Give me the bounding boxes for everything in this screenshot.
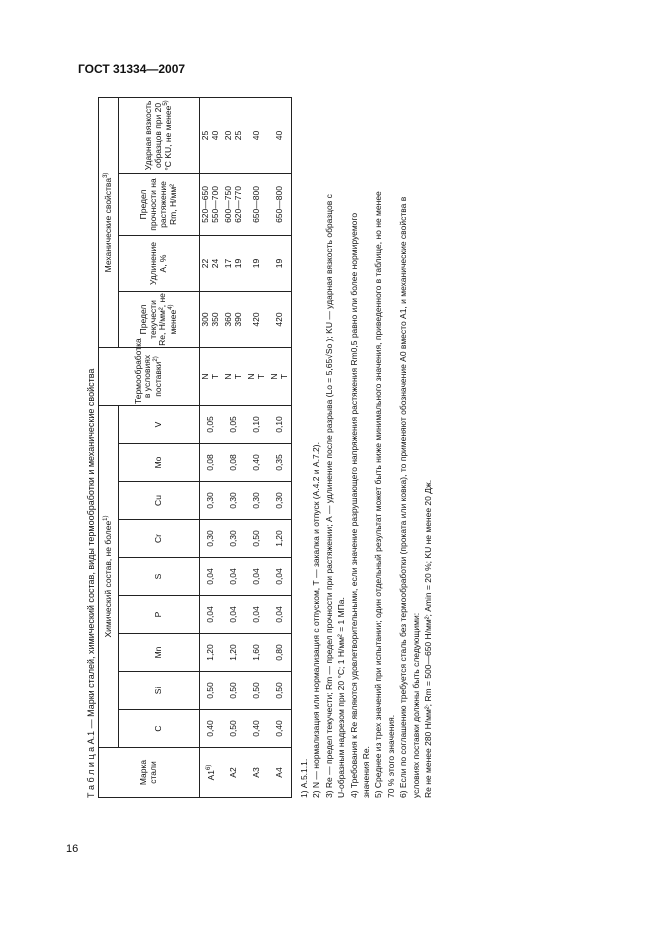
rotated-table-block — [86, 98, 506, 798]
cell-p-text: 0,04 — [204, 606, 215, 623]
cell-tensile-text-2: 620—770 — [232, 186, 243, 223]
cell-mn-text: 1,20 — [227, 644, 238, 661]
cell-grade-text: A2 — [227, 767, 238, 778]
cell-tensile-text: 520—650 — [200, 186, 211, 223]
cell-heat — [268, 347, 291, 405]
footnote-line: 6) Если по соглашению требуется сталь без термообработки (проката или ковка), то применяют обозначение А0 вместо А1, и механические свойства в — [398, 196, 409, 798]
cell-grade — [268, 748, 291, 798]
header-cr-text: Cr — [152, 534, 163, 543]
footnote-line: U-образным надрезом при 20 °С; 1 Н/мм² = 1 МПа. — [336, 597, 347, 798]
cell-p — [268, 596, 291, 634]
cell-heat — [222, 347, 245, 405]
cell-impact-text: 25 — [200, 130, 211, 141]
cell-c — [268, 710, 291, 748]
cell-elong-text: 19 — [273, 258, 284, 269]
header-s-text: S — [152, 573, 163, 580]
cell-v — [245, 405, 268, 443]
cell-si — [222, 672, 245, 710]
cell-si-text: 0,50 — [204, 682, 215, 699]
cell-heat — [245, 347, 268, 405]
cell-p-text: 0,04 — [227, 606, 238, 623]
header-yield-note: 4) — [168, 304, 175, 310]
cell-mn-text: 0,80 — [273, 644, 284, 661]
cell-tensile — [268, 173, 291, 235]
cell-impact — [268, 97, 291, 173]
footnote-line: Re не менее 280 Н/мм²; Rm = 500—650 Н/мм²; Amin = 20 %; KU не менее 20 Дж. — [423, 479, 434, 798]
header-impact-text: Ударная вязкость образцов при 20 °C KU, не менее — [142, 100, 174, 171]
cell-mo — [245, 444, 268, 482]
cell-impact — [199, 97, 222, 173]
header-mn-text: Mn — [152, 646, 163, 659]
cell-grade — [199, 748, 222, 798]
cell-impact — [222, 97, 245, 173]
cell-cr — [268, 520, 291, 558]
cell-elong-text-2: 24 — [209, 258, 220, 269]
cell-elong — [199, 235, 222, 291]
cell-grade-text: A4 — [273, 767, 284, 778]
cell-yield-text-2: 390 — [232, 312, 243, 327]
header-cu-text: Cu — [152, 495, 163, 506]
cell-mo — [268, 444, 291, 482]
cell-heat-text: N — [268, 373, 279, 380]
header-v-text: V — [152, 421, 163, 428]
cell-heat-text: N — [200, 373, 211, 380]
header-elong-text: Удлинение A, % — [148, 241, 168, 285]
cell-s — [199, 558, 222, 596]
cell-tensile-text: 600—750 — [222, 186, 233, 223]
cell-si-text: 0,50 — [273, 682, 284, 699]
header-chem-note: 1) — [103, 515, 110, 521]
footnote-line: 70 % этого значения. — [385, 714, 396, 798]
cell-cu-text: 0,30 — [204, 492, 215, 509]
cell-elong — [268, 235, 291, 291]
cell-mn-text: 1,20 — [204, 644, 215, 661]
cell-cu-text: 0,30 — [227, 492, 238, 509]
cell-mn — [222, 634, 245, 672]
header-impact — [119, 97, 199, 173]
cell-cr — [199, 520, 222, 558]
header-heat-text: Термообработка в условиях поставки — [132, 338, 164, 404]
header-tensile-text: Предел прочности на растяжение Rm, Н/мм² — [138, 178, 178, 231]
header-yield-text: Предел текучести Re, Н/мм², не менее — [137, 293, 178, 346]
header-si-text: Si — [152, 686, 163, 695]
cell-yield — [222, 291, 245, 347]
header-mech-text: Механические свойства — [103, 177, 114, 273]
cell-tensile-text: 650—800 — [250, 186, 261, 223]
cell-elong — [245, 235, 268, 291]
cell-yield-text: 300 — [200, 312, 211, 327]
cell-p-text: 0,04 — [250, 606, 261, 623]
cell-impact-text-2: 40 — [209, 130, 220, 141]
header-s — [119, 558, 199, 596]
cell-p-text: 0,04 — [273, 606, 284, 623]
cell-s — [245, 558, 268, 596]
header-elong — [119, 235, 199, 291]
cell-cr — [222, 520, 245, 558]
cell-mo-text: 0,08 — [227, 454, 238, 471]
header-c-text: C — [152, 725, 163, 732]
header-tensile — [119, 173, 199, 235]
cell-cu-text: 0,30 — [273, 492, 284, 509]
header-grade — [99, 748, 200, 798]
cell-s-text: 0,04 — [273, 568, 284, 585]
cell-v-text: 0,10 — [273, 416, 284, 433]
cell-grade — [245, 748, 268, 798]
cell-cr-text: 0,30 — [204, 530, 215, 547]
header-heat-note: 2) — [153, 356, 160, 362]
header-p — [119, 596, 199, 634]
cell-s-text: 0,04 — [227, 568, 238, 585]
cell-tensile-text: 650—800 — [273, 186, 284, 223]
cell-yield-text: 420 — [273, 312, 284, 327]
cell-c-text: 0,40 — [204, 720, 215, 737]
cell-c-text: 0,50 — [227, 720, 238, 737]
cell-heat-text: N — [222, 373, 233, 380]
header-heat — [99, 338, 200, 405]
cell-mo — [222, 444, 245, 482]
cell-cr-text: 0,30 — [227, 530, 238, 547]
cell-yield — [245, 291, 268, 347]
cell-v-text: 0,10 — [250, 416, 261, 433]
header-yield — [119, 291, 199, 347]
cell-impact — [245, 97, 268, 173]
cell-impact-text-2: 25 — [232, 130, 243, 141]
cell-tensile — [199, 173, 222, 235]
cell-v — [268, 405, 291, 443]
cell-yield — [199, 291, 222, 347]
cell-grade — [222, 748, 245, 798]
cell-cu — [222, 482, 245, 520]
cell-tensile — [222, 173, 245, 235]
page-number: 16 — [66, 843, 79, 855]
cell-mn — [199, 634, 222, 672]
header-mo — [119, 444, 199, 482]
cell-cr-text: 0,50 — [250, 530, 261, 547]
cell-elong-text-2: 19 — [232, 258, 243, 269]
cell-cr-text: 1,20 — [273, 530, 284, 547]
cell-heat-text: N — [246, 373, 256, 380]
table-caption: Т а б л и ц а А.1 — Марки сталей, химический состав, виды термообработки и механические свойства — [86, 368, 96, 798]
header-v — [119, 405, 199, 443]
cell-elong — [222, 235, 245, 291]
cell-heat-text-2: T — [209, 373, 220, 380]
cell-c — [222, 710, 245, 748]
cell-elong-text: 19 — [250, 258, 261, 269]
cell-v — [222, 405, 245, 443]
cell-v — [199, 405, 222, 443]
cell-cu — [245, 482, 268, 520]
document-header: ГОСТ 31334—2007 — [78, 62, 186, 76]
header-mech-note: 3) — [103, 172, 110, 178]
header-impact-note: 5) — [163, 100, 170, 106]
cell-s-text: 0,04 — [250, 568, 261, 585]
cell-tensile — [245, 173, 268, 235]
header-si — [119, 672, 199, 710]
footnotes — [298, 98, 434, 798]
cell-cu-text: 0,30 — [250, 492, 261, 509]
cell-s — [222, 558, 245, 596]
header-chem — [99, 405, 119, 747]
cell-elong-text: 17 — [222, 258, 233, 269]
cell-yield-text-2: 350 — [209, 312, 220, 327]
footnote-line: 4) Требования к Re являются удовлетворительными, если значение разрушающего напряжения растяжения Rm0,5 равно или более нормируемого — [348, 212, 359, 798]
cell-v-text: 0,05 — [204, 416, 215, 433]
cell-si — [199, 672, 222, 710]
cell-c-text: 0,40 — [273, 720, 284, 737]
footnote-line: условиях поставки должны быть следующими: — [410, 612, 421, 798]
cell-cu — [268, 482, 291, 520]
footnote-line: 5) Среднее из трех значений при испытании; один отдельный результат может быть ниже минимального значения, приведенного в таблице, но не менее — [373, 191, 384, 798]
header-mn — [119, 634, 199, 672]
cell-v-text: 0,05 — [227, 416, 238, 433]
cell-c — [245, 710, 268, 748]
footnote-line: 2) N — нормализация или нормализация с отпуском, Т — закалка и отпуск (А.4.2 и А.7.2). — [311, 442, 322, 798]
header-p-text: P — [152, 611, 163, 618]
cell-mn — [245, 634, 268, 672]
cell-mo — [199, 444, 222, 482]
footnote-line: 1) А.5.1.1. — [299, 758, 309, 798]
cell-s-text: 0,04 — [204, 568, 215, 585]
cell-cr — [245, 520, 268, 558]
cell-heat-text-2: T — [232, 373, 243, 380]
cell-yield-text: 420 — [250, 312, 261, 327]
header-mech — [99, 97, 119, 347]
cell-grade-text: A1 — [205, 769, 216, 781]
cell-tensile-text-2: 550—700 — [209, 186, 220, 223]
header-c — [119, 710, 199, 748]
cell-heat-text-2: T — [255, 373, 266, 380]
header-chem-text: Химический состав, не более — [103, 520, 114, 638]
cell-grade-note: 6) — [205, 764, 212, 770]
cell-si-text: 0,50 — [227, 682, 238, 699]
cell-heat-text-2: T — [278, 373, 289, 380]
cell-impact-text: 20 — [222, 130, 233, 141]
cell-c-text: 0,40 — [250, 720, 261, 737]
cell-s — [268, 558, 291, 596]
cell-impact-text: 40 — [250, 130, 261, 141]
header-grade-text: Марка стали — [137, 759, 158, 786]
cell-cu — [199, 482, 222, 520]
cell-mn-text: 1,60 — [250, 644, 261, 661]
cell-si — [268, 672, 291, 710]
cell-heat — [199, 347, 222, 405]
cell-mn — [268, 634, 291, 672]
steel-grades-table — [98, 97, 292, 798]
cell-p — [222, 596, 245, 634]
cell-grade-text: A3 — [250, 767, 261, 778]
header-mo-text: Mo — [152, 456, 163, 469]
footnote-line: значения Re. — [361, 746, 372, 798]
cell-mo-text: 0,40 — [250, 454, 261, 471]
header-cu — [119, 482, 199, 520]
cell-p — [245, 596, 268, 634]
footnote-line: 3) Re — предел текучести; Rm — предел прочности при растяжении; А — удлинение после разрыва (Lo = 5,65√So ); KU — ударная вязкость образцов с — [323, 194, 334, 798]
cell-yield — [268, 291, 291, 347]
cell-mo-text: 0,35 — [273, 454, 284, 471]
cell-si-text: 0,50 — [250, 682, 261, 699]
cell-si — [245, 672, 268, 710]
cell-c — [199, 710, 222, 748]
cell-elong-text: 22 — [200, 258, 211, 269]
header-cr — [119, 520, 199, 558]
cell-impact-text: 40 — [273, 130, 284, 141]
cell-mo-text: 0,08 — [204, 454, 215, 471]
cell-yield-text: 360 — [222, 312, 233, 327]
cell-p — [199, 596, 222, 634]
